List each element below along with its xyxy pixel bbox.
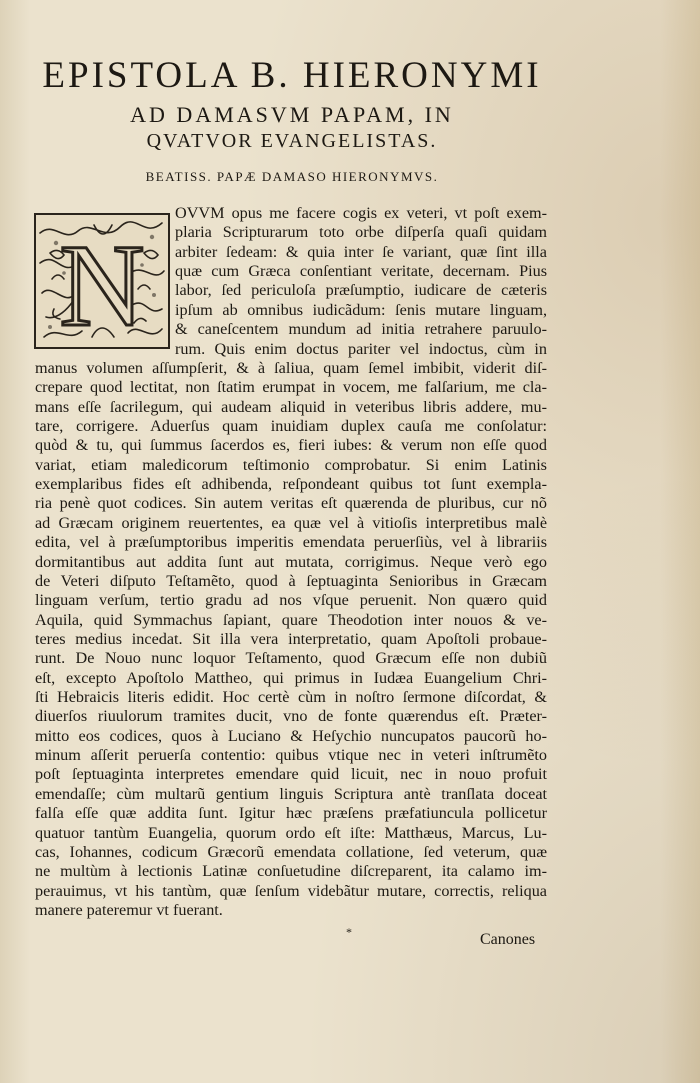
text-line: ipſum ab omnibus iudicãdum: ſenis mutare linguam, <box>175 300 547 319</box>
text-line: diuerſos riuulorum tramites ducit, vno de fonte quærendus eſt. Præter- <box>35 707 547 726</box>
text-line: tare, corrigere. Aduerſus quam inuidiam duplex cauſa me conſolatur: <box>35 416 547 435</box>
text-line: variat, etiam maledicorum teſtimonio comprobatur. Si enim Latinis <box>35 455 547 474</box>
woodcut-initial-icon <box>34 213 170 349</box>
text-line: crepare quod lectitat, non ſtatim erumpat in vocem, me falſarium, me cla- <box>35 378 547 397</box>
text-line: edita, vel à præſumptoribus imperitis emendata peruerſiùs, vel à librariis <box>35 533 547 552</box>
text-line: Aquila, quid Symmachus ſapiant, quare Theodotion inter nouos & ve- <box>35 610 547 629</box>
heading-line-1: EPISTOLA B. HIERONYMI <box>42 55 542 96</box>
text-line: rum. Quis enim doctus pariter vel indoctus, cùm in <box>175 339 547 358</box>
text-line: teres medius incedat. Sit illa vera interpretatio, quam Apoſtoli probaue- <box>35 629 547 648</box>
text-line: ria penè quot codices. Sin autem veritas eſt quærenda de pluribus, cur nõ <box>35 494 547 513</box>
text-line: ad Græcam originem reuertentes, ea quæ vel à vitioſis interpretibus malè <box>35 513 547 532</box>
text-line: mitto eos codices, quos à Luciano & Heſychio nuncupatos paucorũ ho- <box>35 726 547 745</box>
text-line: mans eſſe ſacrilegum, qui audeam aliquid in veteribus libris addere, mu- <box>35 397 547 416</box>
text-line: manus volumen aſſumpſerit, & à ſaliua, quam ſemel imbibit, viderit diſ- <box>35 358 547 377</box>
decorated-initial-n <box>34 213 170 349</box>
text-line: eſt, excepto Apoſtolo Mattheo, qui primus in Iudæa Euangelium Chri- <box>35 668 547 687</box>
text-line: ſti Hebraicis literis edidit. Hoc certè cùm in noſtro ſermone diſcordat, & <box>35 688 547 707</box>
svg-text:N: N <box>59 220 145 349</box>
text-line: arbiter ſedeam: & quia inter ſe variant, quæ ſint illa <box>175 242 547 261</box>
text-line: de Veteri diſputo Teſtamẽto, quod à ſeptuaginta Senioribus in Græcam <box>35 571 547 590</box>
text-line: falſa eſſe quæ addita ſunt. Igitur hæc præſens præfatiuncula pollicetur <box>35 804 547 823</box>
text-line: poſt ſeptuaginta interpretes emendare quid licuit, nec in nouo profuit <box>35 765 547 784</box>
heading-line-2: AD DAMASVM PAPAM, IN <box>130 102 454 127</box>
heading-line-3: QVATVOR EVANGELISTAS. <box>146 130 438 152</box>
text-line: cas, Iohannes, codicum Græcorũ emendata collatione, ſed veterum, quæ <box>35 842 547 861</box>
text-line: linguam verſum, tertio gradu ad nos vſque peruenit. Non quæro quid <box>35 591 547 610</box>
text-line: plaria Scripturarum toto orbe diſperſa quaſi quidam <box>175 223 547 242</box>
text-line-last: manere pateremur vt fuerant. <box>35 901 223 919</box>
text-line: runt. De Nouo nunc loquor Teſtamento, quod Græcum eſſe non dubiũ <box>35 649 547 668</box>
salutation: BEATISS. PAPÆ DAMASO HIERONYMVS. <box>145 169 439 184</box>
text-line: dormitantibus aut addita ſunt aut mutata, corrigimus. Neque verò ego <box>35 552 547 571</box>
text-line: quæ cum Græca conſentiant veritate, decernam. Pius <box>175 262 547 281</box>
text-line: perauimus, vt his tantùm, quæ ſenſum videbãtur mutare, correctis, reliqua <box>35 881 547 900</box>
text-line: emendaſſe; cùm multarũ gentium linguis Scriptura antè tranſlata doceat <box>35 784 547 803</box>
text-line: quatuor tantùm Euangelia, quorum ordo eſt iſte: Matthæus, Marcus, Lu- <box>35 823 547 842</box>
signature-mark: * <box>346 925 352 940</box>
text-line: & caneſcentem mundum ad initia retrahere paruulo- <box>175 320 547 339</box>
text-line: labor, ſed periculoſa præſumptio, iudicare de cæteris <box>175 281 547 300</box>
text-line: OVVM opus me facere cogis ex veteri, vt poſt exem- <box>175 204 547 222</box>
text-line: quòd & tu, qui ſummus ſacerdos es, fieri iubes: & verum non eſſe quod <box>35 436 547 455</box>
text-line: minum aſſerit peruerſa contentio: quibus vtique nec in veteri inſtrumẽto <box>35 746 547 765</box>
text-line: exemplaribus fides eſt adhibenda, reſpondeant quibus tot ſunt exempla- <box>35 475 547 494</box>
catchword: Canones <box>480 931 536 949</box>
text-line: ne multùm à lectionis Latinæ conſuetudine diſcreparent, ita calamo im- <box>35 862 547 881</box>
